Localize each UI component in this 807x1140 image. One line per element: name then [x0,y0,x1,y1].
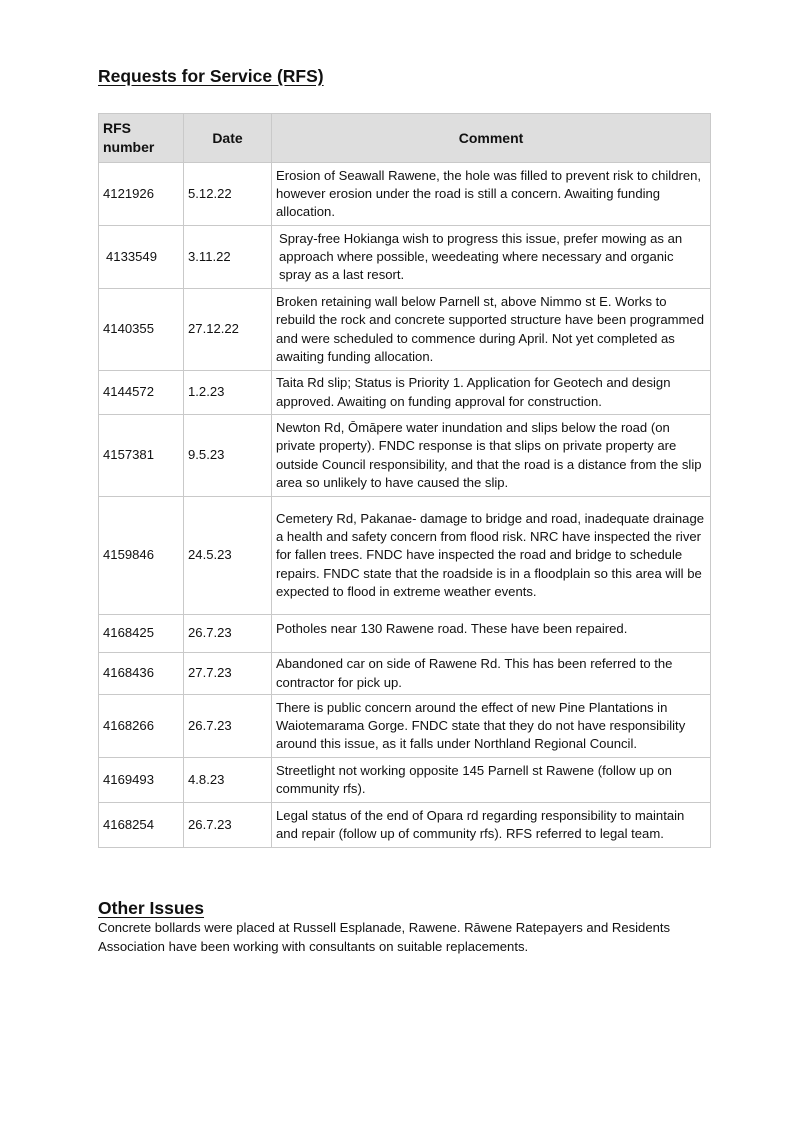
rfs-section-title: Requests for Service (RFS) [98,66,324,86]
rfs-number-cell: 4168425 [99,615,184,653]
header-comment: Comment [272,114,711,163]
table-row [99,615,711,653]
date-cell: 9.5.23 [184,415,272,497]
other-issues-title: Other Issues [98,898,205,918]
header-date: Date [184,114,272,163]
comment-cell: Taita Rd slip; Status is Priority 1. Application for Geotech and design approved. Awaiting on funding approval for construction. [272,371,711,415]
comment-cell: Spray-free Hokianga wish to progress this issue, prefer mowing as an approach where possible, weedeating where necessary and organic spray as a last resort. [272,226,711,289]
date-cell: 26.7.23 [184,803,272,848]
date-cell: 3.11.22 [184,226,272,289]
rfs-table [98,113,711,848]
date-cell: 5.12.22 [184,163,272,226]
comment-cell: Potholes near 130 Rawene road. These have been repaired. [272,615,711,653]
comment-cell: There is public concern around the effect of new Pine Plantations in Waiotemarama Gorge. FNDC state that they do not have responsibility around this issue, as it falls under Northland Regional Council. [272,695,711,758]
date-cell: 26.7.23 [184,695,272,758]
table-header-row [99,114,711,163]
table-row [99,415,711,497]
rfs-number-cell: 4168254 [99,803,184,848]
header-rfs-number: RFS number [99,114,184,163]
comment-cell: Newton Rd, Ōmāpere water inundation and slips below the road (on private property). FNDC response is that slips on private property are outside Council responsibility, and that the road is a distance from the slip area so unlikely to have caused the slip. [272,415,711,497]
comment-cell: Streetlight not working opposite 145 Parnell st Rawene (follow up on community rfs). [272,758,711,803]
date-cell: 27.7.23 [184,653,272,695]
comment-cell: Erosion of Seawall Rawene, the hole was filled to prevent risk to children, however erosion under the road is still a concern. Awaiting funding allocation. [272,163,711,226]
comment-cell: Broken retaining wall below Parnell st, above Nimmo st E. Works to rebuild the rock and concrete supported structure have been programmed and were scheduled to commence during April. Not yet completed as awaiting funding allocation. [272,289,711,371]
rfs-number-cell: 4157381 [99,415,184,497]
rfs-number-cell: 4133549 [99,226,184,289]
rfs-number-cell: 4144572 [99,371,184,415]
date-cell: 24.5.23 [184,497,272,615]
rfs-number-cell: 4169493 [99,758,184,803]
date-cell: 4.8.23 [184,758,272,803]
comment-cell: Legal status of the end of Opara rd regarding responsibility to maintain and repair (follow up of community rfs). RFS referred to legal team. [272,803,711,848]
rfs-number-cell: 4159846 [99,497,184,615]
other-issues-text: Concrete bollards were placed at Russell Esplanade, Rawene. Rāwene Ratepayers and Residents Association have been working with consultants on suitable replacements. [98,920,671,954]
table-row [99,371,711,415]
table-row [99,289,711,371]
table-row [99,695,711,758]
table-row [99,163,711,226]
comment-cell: Cemetery Rd, Pakanae- damage to bridge and road, inadequate drainage a health and safety concern from flood risk. NRC have inspected the river for fallen trees. FNDC have inspected the road and bridge to schedule repairs. FNDC state that the roadside is in a floodplain so this area will be expected to flood in extreme weather events. [272,497,711,615]
table-row [99,497,711,615]
date-cell: 27.12.22 [184,289,272,371]
table-row [99,226,711,289]
rfs-number-cell: 4168436 [99,653,184,695]
table-row [99,803,711,848]
date-cell: 26.7.23 [184,615,272,653]
table-row [99,653,711,695]
comment-cell: Abandoned car on side of Rawene Rd. This has been referred to the contractor for pick up. [272,653,711,695]
rfs-number-cell: 4121926 [99,163,184,226]
rfs-number-cell: 4168266 [99,695,184,758]
rfs-number-cell: 4140355 [99,289,184,371]
table-row [99,758,711,803]
date-cell: 1.2.23 [184,371,272,415]
